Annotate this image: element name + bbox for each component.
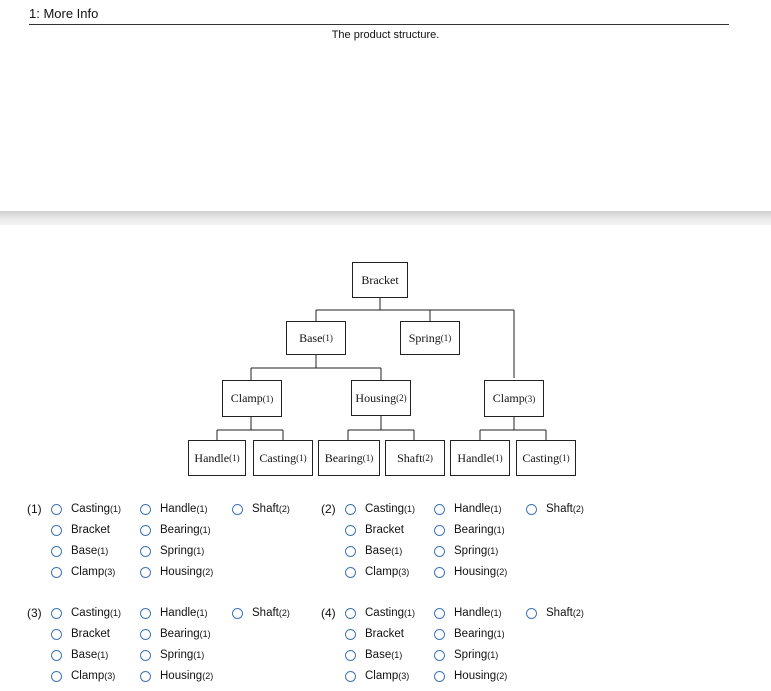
option-housing[interactable] (140, 566, 213, 578)
node-quantity: (2) (396, 393, 407, 403)
option-label: Bearing (160, 628, 200, 640)
option-shaft[interactable] (526, 607, 584, 619)
option-quantity: (1) (193, 546, 205, 556)
radio-icon[interactable] (434, 629, 445, 640)
option-label: Bearing (160, 524, 200, 536)
option-label: Casting (365, 503, 404, 515)
option-base[interactable] (51, 649, 108, 661)
option-base[interactable] (345, 649, 402, 661)
option-casting[interactable] (345, 503, 415, 515)
option-quantity: (1) (110, 608, 121, 618)
option-quantity: (1) (199, 525, 211, 535)
option-bracket[interactable] (345, 524, 404, 536)
option-label: Clamp (365, 670, 399, 682)
tree-node-housing (351, 380, 411, 416)
tree-node-clamp (484, 380, 544, 417)
node-quantity: (1) (322, 333, 333, 343)
option-quantity: (1) (110, 504, 121, 514)
radio-icon[interactable] (140, 504, 151, 515)
radio-icon[interactable] (345, 525, 356, 536)
radio-icon[interactable] (51, 504, 62, 515)
option-label: Base (365, 545, 392, 557)
node-name: Spring (408, 330, 441, 345)
option-label: Shaft (546, 503, 573, 515)
option-clamp[interactable] (345, 566, 409, 578)
node-name: Base (299, 330, 323, 345)
radio-icon[interactable] (526, 608, 537, 619)
option-label: Clamp (71, 670, 105, 682)
option-handle[interactable] (434, 607, 501, 619)
option-label: Handle (160, 503, 197, 515)
radio-icon[interactable] (51, 525, 62, 536)
option-clamp[interactable] (51, 670, 115, 682)
node-quantity: (1) (440, 333, 452, 343)
option-label: Spring (454, 649, 488, 661)
tree-node-casting (516, 440, 576, 476)
tree-node-bracket (352, 262, 408, 298)
radio-icon[interactable] (140, 608, 151, 619)
node-name: Shaft (397, 450, 423, 465)
option-housing[interactable] (434, 670, 507, 682)
option-quantity: (1) (97, 546, 109, 556)
node-quantity: (1) (262, 393, 274, 404)
option-quantity: (1) (404, 608, 415, 618)
option-quantity: (1) (196, 608, 208, 618)
radio-icon[interactable] (434, 546, 445, 557)
option-spring[interactable] (140, 649, 204, 661)
option-quantity: (2) (202, 671, 214, 681)
option-quantity: (1) (196, 504, 208, 514)
radio-icon[interactable] (232, 504, 243, 515)
figure-caption: The product structure. (331, 29, 440, 41)
option-shaft[interactable] (232, 607, 290, 619)
radio-icon[interactable] (526, 504, 537, 515)
option-quantity: (3) (398, 567, 410, 577)
option-label: Casting (71, 503, 110, 515)
radio-icon[interactable] (434, 650, 445, 661)
question-label: (3) (27, 606, 42, 620)
option-clamp[interactable] (345, 670, 409, 682)
radio-icon[interactable] (140, 629, 151, 640)
node-name: Casting (259, 450, 297, 465)
tree-node-spring (400, 321, 460, 355)
node-name: Housing (355, 390, 397, 405)
option-label: Housing (160, 566, 203, 578)
option-label: Spring (160, 545, 194, 557)
option-housing[interactable] (434, 566, 507, 578)
question-label: (2) (321, 502, 336, 516)
radio-icon[interactable] (434, 525, 445, 536)
radio-icon[interactable] (345, 567, 356, 578)
radio-icon[interactable] (51, 671, 62, 682)
option-label: Shaft (252, 503, 279, 515)
node-name: Handle (457, 450, 493, 465)
option-bracket[interactable] (345, 628, 404, 640)
option-label: Base (365, 649, 392, 661)
option-quantity: (2) (202, 567, 214, 577)
radio-icon[interactable] (345, 650, 356, 661)
radio-icon[interactable] (51, 629, 62, 640)
option-quantity: (3) (104, 671, 116, 681)
option-quantity: (1) (493, 629, 505, 639)
node-name: Bracket (361, 272, 399, 287)
tree-node-clamp (222, 380, 282, 417)
tree-node-bearing (318, 440, 380, 476)
option-quantity: (1) (487, 546, 499, 556)
radio-icon[interactable] (345, 546, 356, 557)
option-bracket[interactable] (51, 524, 110, 536)
option-label: Bracket (365, 524, 404, 536)
radio-icon[interactable] (140, 671, 151, 682)
option-label: Handle (454, 607, 491, 619)
option-bracket[interactable] (51, 628, 110, 640)
option-label: Shaft (546, 607, 573, 619)
node-quantity: (3) (524, 393, 536, 404)
radio-icon[interactable] (140, 546, 151, 557)
option-quantity: (1) (391, 546, 403, 556)
tree-node-base (286, 321, 346, 355)
node-name: Clamp (230, 391, 263, 405)
option-label: Handle (160, 607, 197, 619)
option-label: Spring (160, 649, 194, 661)
option-casting[interactable] (51, 607, 121, 619)
option-bearing[interactable] (140, 524, 211, 536)
tree-node-shaft (385, 440, 445, 476)
radio-icon[interactable] (51, 650, 62, 661)
option-label: Shaft (252, 607, 279, 619)
node-quantity: (1) (492, 453, 503, 463)
node-quantity: (1) (559, 453, 570, 463)
node-name: Casting (522, 450, 560, 465)
option-quantity: (2) (496, 567, 508, 577)
radio-icon[interactable] (345, 671, 356, 682)
option-quantity: (2) (572, 504, 584, 514)
question-label: (4) (321, 606, 336, 620)
option-quantity: (1) (490, 608, 502, 618)
question-label: (1) (27, 502, 42, 516)
option-housing[interactable] (140, 670, 213, 682)
page-title: 1: More Info (29, 6, 99, 21)
option-label: Spring (454, 545, 488, 557)
option-label: Bracket (71, 524, 110, 536)
radio-icon[interactable] (434, 567, 445, 578)
radio-icon[interactable] (434, 504, 445, 515)
option-quantity: (3) (104, 567, 116, 577)
option-label: Base (71, 545, 98, 557)
option-bearing[interactable] (434, 524, 505, 536)
option-label: Casting (365, 607, 404, 619)
option-label: Housing (454, 566, 497, 578)
option-bearing[interactable] (434, 628, 505, 640)
option-handle[interactable] (140, 503, 207, 515)
option-label: Clamp (71, 566, 105, 578)
option-quantity: (2) (278, 504, 290, 514)
option-quantity: (2) (572, 608, 584, 618)
node-name: Handle (194, 450, 230, 465)
option-quantity: (3) (398, 671, 410, 681)
node-quantity: (2) (422, 453, 433, 463)
option-handle[interactable] (140, 607, 207, 619)
node-quantity: (1) (296, 453, 307, 463)
option-quantity: (1) (193, 650, 205, 660)
option-base[interactable] (51, 545, 108, 557)
option-shaft[interactable] (526, 503, 584, 515)
radio-icon[interactable] (232, 608, 243, 619)
tree-node-casting (253, 440, 313, 476)
radio-icon[interactable] (434, 671, 445, 682)
option-label: Base (71, 649, 98, 661)
option-bearing[interactable] (140, 628, 211, 640)
option-quantity: (2) (278, 608, 290, 618)
radio-icon[interactable] (434, 608, 445, 619)
option-label: Casting (71, 607, 110, 619)
radio-icon[interactable] (140, 650, 151, 661)
option-quantity: (1) (404, 504, 415, 514)
option-shaft[interactable] (232, 503, 290, 515)
radio-icon[interactable] (51, 608, 62, 619)
node-name: Bearing (324, 450, 363, 465)
option-quantity: (1) (493, 525, 505, 535)
node-quantity: (1) (362, 453, 374, 463)
option-label: Clamp (365, 566, 399, 578)
option-quantity: (2) (496, 671, 508, 681)
option-handle[interactable] (434, 503, 501, 515)
option-spring[interactable] (434, 649, 498, 661)
option-casting[interactable] (345, 607, 415, 619)
option-quantity: (1) (490, 504, 502, 514)
option-quantity: (1) (391, 650, 403, 660)
radio-icon[interactable] (51, 567, 62, 578)
option-quantity: (1) (487, 650, 499, 660)
radio-icon[interactable] (51, 546, 62, 557)
option-quantity: (1) (199, 629, 211, 639)
tree-node-handle (188, 440, 246, 476)
option-spring[interactable] (140, 545, 204, 557)
option-label: Handle (454, 503, 491, 515)
option-label: Bearing (454, 628, 494, 640)
node-quantity: (1) (229, 453, 240, 463)
radio-icon[interactable] (345, 608, 356, 619)
node-name: Clamp (492, 391, 525, 405)
radio-icon[interactable] (345, 629, 356, 640)
option-label: Bearing (454, 524, 494, 536)
radio-icon[interactable] (140, 567, 151, 578)
tree-node-handle (450, 440, 510, 476)
option-casting[interactable] (51, 503, 121, 515)
option-label: Housing (454, 670, 497, 682)
option-spring[interactable] (434, 545, 498, 557)
radio-icon[interactable] (345, 504, 356, 515)
option-base[interactable] (345, 545, 402, 557)
option-clamp[interactable] (51, 566, 115, 578)
radio-icon[interactable] (140, 525, 151, 536)
option-label: Housing (160, 670, 203, 682)
option-quantity: (1) (97, 650, 109, 660)
option-label: Bracket (71, 628, 110, 640)
option-label: Bracket (365, 628, 404, 640)
